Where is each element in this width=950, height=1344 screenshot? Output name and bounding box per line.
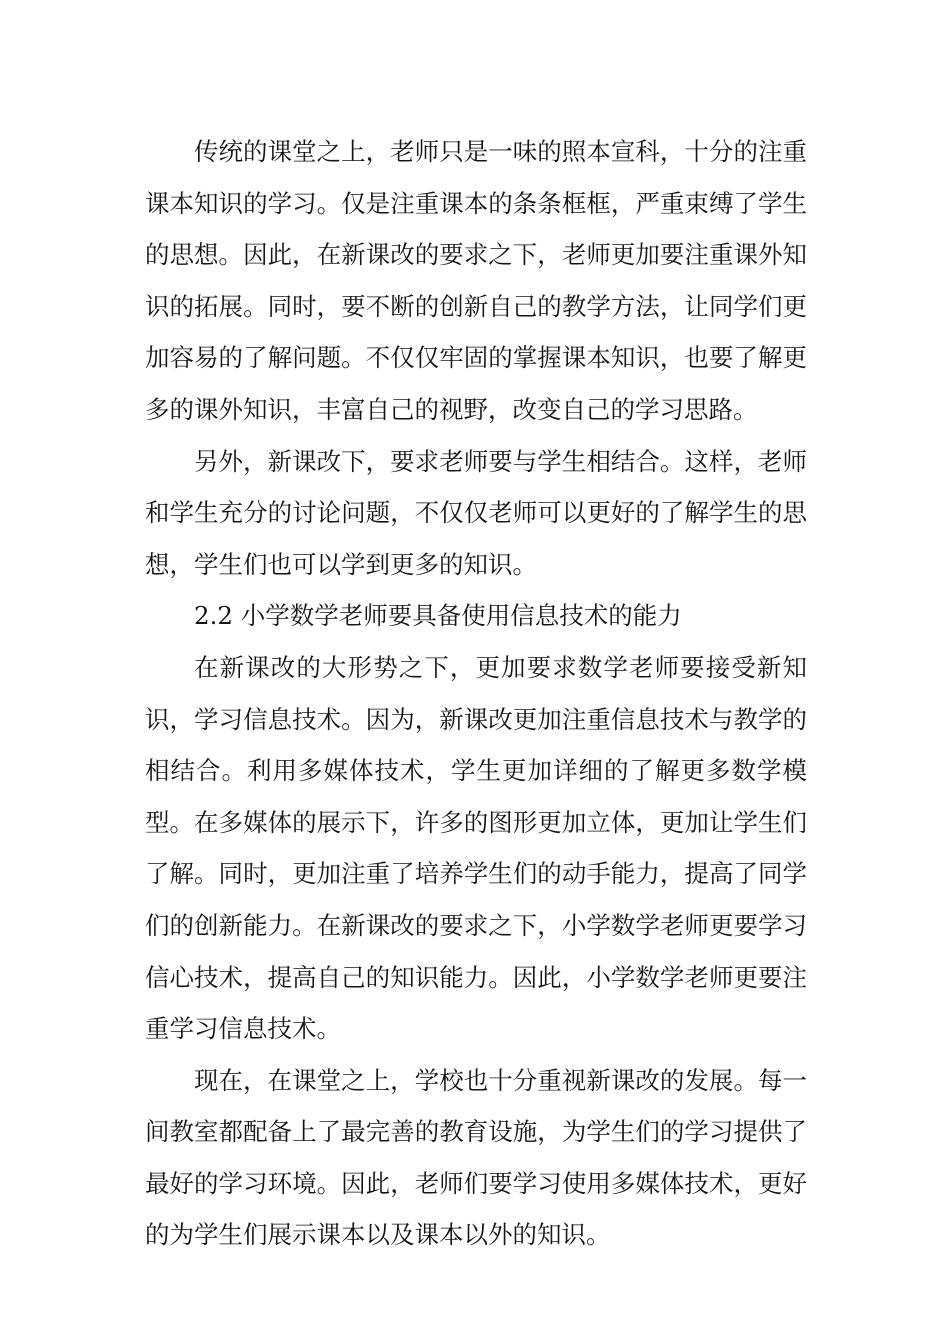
paragraph-information-technology: 在新课改的大形势之下，更加要求数学老师要接受新知识，学习信息技术。因为，新课改更加注重信息技术与教学的相结合。利用多媒体技术，学生更加详细的了解更多数学模型。在多媒体的展示下，许多的图形更加立体，更加让学生们了解。同时，更加注重了培养学生们的动手能力，提高了同学们的创新能力。在新课改的要求之下，小学数学老师更要学习信心技术，提高自己的知识能力。因此，小学数学老师更要注重学习信息技术。 (145, 652, 807, 1044)
paragraph-multimedia-classroom: 现在，在课堂之上，学校也十分重视新课改的发展。每一间教室都配备上了最完善的教育设施，为学生们的学习提供了最好的学习环境。因此，老师们要学习使用多媒体技术，更好的为学生们展示课本以及课本以外的知识。 (145, 1065, 807, 1250)
document-body (145, 126, 807, 1261)
section-heading: 2.2 小学数学老师要具备使用信息技术的能力 (194, 601, 682, 631)
paragraph-traditional-classroom: 传统的课堂之上，老师只是一味的照本宣科，十分的注重课本知识的学习。仅是注重课本的条条框框，严重束缚了学生的思想。因此，在新课改的要求之下，老师更加要注重课外知识的拓展。同时，要不断的创新自己的教学方法，让同学们更加容易的了解问题。不仅仅牢固的掌握课本知识，也要了解更多的课外知识，丰富自己的视野，改变自己的学习思路。 (145, 137, 807, 424)
paragraph-teacher-student: 另外，新课改下，要求老师要与学生相结合。这样，老师和学生充分的讨论问题，不仅仅老师可以更好的了解学生的思想，学生们也可以学到更多的知识。 (145, 446, 807, 579)
